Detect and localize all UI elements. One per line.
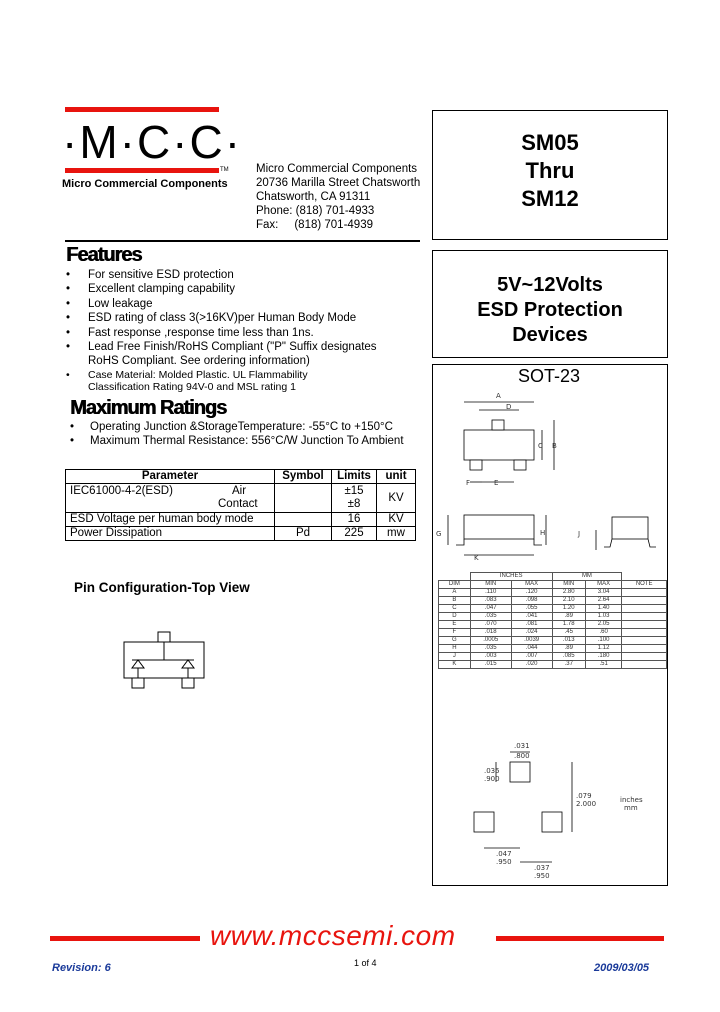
table-cell: .047 xyxy=(470,605,511,613)
company-street: 20736 Marilla Street Chatsworth xyxy=(256,177,421,189)
features-list xyxy=(62,268,377,393)
table-row: ESD Voltage per human body mode 16 KV xyxy=(66,513,416,527)
part-title-line1: SM05 xyxy=(521,130,579,155)
table-cell: 2.10 xyxy=(552,597,585,605)
dim-label-b: B xyxy=(552,442,557,450)
logo-bottom-bar xyxy=(65,168,219,173)
table-row xyxy=(439,637,667,645)
table-cell: .044 xyxy=(511,645,552,653)
table-cell: B xyxy=(439,597,471,605)
table-cell xyxy=(622,597,667,605)
table-cell: .083 xyxy=(470,597,511,605)
table-row xyxy=(439,629,667,637)
dim-header: NOTE xyxy=(622,581,667,589)
list-item: • Operating Junction &StorageTemperature: -55°C to +150°C xyxy=(70,421,393,433)
pad-dim-2b: .900 xyxy=(484,775,500,783)
table-row xyxy=(439,645,667,653)
pad-dim-5b: .950 xyxy=(534,872,550,880)
table-cell: K xyxy=(439,661,471,669)
table-row: IEC61000-4-2(ESD) Air Contact ±15 ±8 KV xyxy=(66,484,416,513)
dim-label-d: D xyxy=(506,403,512,411)
table-cell: .37 xyxy=(552,661,585,669)
table-cell: .003 xyxy=(470,653,511,661)
table-cell: 2.64 xyxy=(585,597,621,605)
pad-dim-1b: .800 xyxy=(514,752,530,760)
company-address xyxy=(256,162,420,232)
table-cell: E xyxy=(439,621,471,629)
table-cell: .89 xyxy=(552,645,585,653)
dim-header: MIN xyxy=(552,581,585,589)
table-cell: 1.03 xyxy=(585,613,621,621)
table-cell: .0005 xyxy=(470,637,511,645)
list-item: • For sensitive ESD protection xyxy=(66,269,234,281)
table-cell xyxy=(622,629,667,637)
pad-dim-3: .079 xyxy=(576,792,592,800)
pad-units-inches: inches xyxy=(620,796,643,804)
list-item: • Low leakage xyxy=(66,297,153,310)
dim-label-g: G xyxy=(436,530,442,538)
table-cell: .45 xyxy=(552,629,585,637)
desc-line3: Devices xyxy=(512,324,588,346)
table-row xyxy=(439,605,667,613)
table-cell xyxy=(622,661,667,669)
dim-group-inches: INCHES xyxy=(470,573,552,581)
part-title-box xyxy=(432,110,668,240)
logo-subtitle: Micro Commercial Components xyxy=(62,178,228,190)
table-cell: .018 xyxy=(470,629,511,637)
table-cell: G xyxy=(439,637,471,645)
table-cell: C xyxy=(439,605,471,613)
table-cell: J xyxy=(439,653,471,661)
list-item: • Case Material: Molded Plastic. UL Flammability xyxy=(66,368,308,381)
revision-label: Revision: 6 xyxy=(52,962,111,974)
table-row xyxy=(439,589,667,597)
pin-config-diagram xyxy=(120,630,210,696)
dim-header: MAX xyxy=(585,581,621,589)
solder-pad-layout xyxy=(434,740,664,880)
table-cell xyxy=(622,645,667,653)
max-ratings-heading: Maximum Ratings xyxy=(70,397,227,419)
pad-dim-3b: 2.000 xyxy=(576,800,597,808)
table-cell xyxy=(622,621,667,629)
footer-bar-right xyxy=(496,936,664,941)
table-cell: .035 xyxy=(470,613,511,621)
desc-line1: 5V~12Volts xyxy=(497,274,603,296)
table-cell: .098 xyxy=(511,597,552,605)
package-outline-drawing xyxy=(434,390,664,570)
table-cell: .100 xyxy=(585,637,621,645)
dim-label-e: E xyxy=(494,479,499,487)
table-cell: .015 xyxy=(470,661,511,669)
dim-header: DIM xyxy=(439,581,471,589)
table-cell xyxy=(622,589,667,597)
table-cell: .013 xyxy=(552,637,585,645)
table-cell: H xyxy=(439,645,471,653)
list-item: • Maximum Thermal Resistance: 556°C/W Junction To Ambient xyxy=(70,435,404,448)
dim-label-c: C xyxy=(538,442,543,450)
pad-dim-4: .047 xyxy=(496,850,512,858)
table-cell: .020 xyxy=(511,661,552,669)
dimension-table xyxy=(438,572,667,669)
list-item: RoHS Compliant. See ordering information) xyxy=(88,355,310,368)
dim-header: MIN xyxy=(470,581,511,589)
pad-dim-5: .037 xyxy=(534,864,550,872)
table-cell: .081 xyxy=(511,621,552,629)
table-cell: A xyxy=(439,589,471,597)
table-row xyxy=(439,661,667,669)
description-box xyxy=(432,250,668,358)
company-fax: Fax: (818) 701-4939 xyxy=(256,219,373,231)
company-city: Chatsworth, CA 91311 xyxy=(256,191,371,203)
table-cell: 1.40 xyxy=(585,605,621,613)
table-cell: .120 xyxy=(511,589,552,597)
desc-line2: ESD Protection xyxy=(477,299,623,321)
features-heading: Features xyxy=(66,244,142,266)
table-cell xyxy=(622,605,667,613)
list-item: Classification Rating 94V-0 and MSL rating 1 xyxy=(88,380,296,393)
table-row xyxy=(439,653,667,661)
revision-date: 2009/03/05 xyxy=(594,962,650,974)
table-cell: 1.20 xyxy=(552,605,585,613)
pad-dim-4b: .950 xyxy=(496,858,512,866)
table-cell: 1.78 xyxy=(552,621,585,629)
list-item: • Lead Free Finish/RoHS Compliant ("P" Suffix designates xyxy=(66,341,377,354)
table-cell: 1.12 xyxy=(585,645,621,653)
table-cell: .041 xyxy=(511,613,552,621)
page-number: 1 of 4 xyxy=(354,958,377,968)
table-cell: .180 xyxy=(585,653,621,661)
table-cell: .024 xyxy=(511,629,552,637)
list-item: • Excellent clamping capability xyxy=(66,283,236,296)
part-title-line2: Thru xyxy=(525,158,575,183)
table-cell xyxy=(622,653,667,661)
table-row: Power Dissipation Pd 225 mw xyxy=(66,527,416,541)
footer-bar-left xyxy=(50,936,200,941)
parameter-table xyxy=(65,469,416,541)
table-header: Symbol xyxy=(275,470,332,484)
list-item: • ESD rating of class 3(>16KV)per Human Body Mode xyxy=(66,312,357,325)
part-title-line3: SM12 xyxy=(521,186,579,211)
table-cell xyxy=(622,613,667,621)
table-header: unit xyxy=(377,470,416,484)
table-cell: .51 xyxy=(585,661,621,669)
table-row xyxy=(439,597,667,605)
table-row xyxy=(439,613,667,621)
max-ratings-list xyxy=(66,420,404,449)
package-title: SOT-23 xyxy=(517,366,581,386)
pin-config-title: Pin Configuration-Top View xyxy=(74,580,250,595)
table-cell: D xyxy=(439,613,471,621)
table-cell: 2.80 xyxy=(552,589,585,597)
pad-units-mm: mm xyxy=(624,804,638,812)
features-rule xyxy=(65,240,420,242)
pad-dim-2: .035 xyxy=(484,767,500,775)
company-phone: Phone: (818) 701-4933 xyxy=(256,205,375,217)
table-cell: .110 xyxy=(470,589,511,597)
table-cell: .0039 xyxy=(511,637,552,645)
table-cell: 2.05 xyxy=(585,621,621,629)
dim-group-mm: MM xyxy=(552,573,622,581)
dim-label-f: F xyxy=(466,479,471,487)
table-cell xyxy=(622,637,667,645)
table-cell: F xyxy=(439,629,471,637)
logo-top-bar xyxy=(65,107,219,112)
table-row xyxy=(439,621,667,629)
table-cell: .007 xyxy=(511,653,552,661)
table-cell: .070 xyxy=(470,621,511,629)
trademark-mark: TM xyxy=(220,167,229,173)
table-header: Parameter xyxy=(66,470,275,484)
table-cell: .085 xyxy=(552,653,585,661)
website-url[interactable]: www.mccsemi.com xyxy=(210,920,456,951)
dim-label-a: A xyxy=(496,392,501,400)
dim-label-j: J xyxy=(578,530,581,538)
dim-label-h: H xyxy=(540,529,546,537)
table-cell: 3.04 xyxy=(585,589,621,597)
list-item: • Fast response ,response time less than 1ns. xyxy=(66,326,314,339)
table-header: Limits xyxy=(332,470,377,484)
pad-dim-1: .031 xyxy=(514,742,530,750)
company-name: Micro Commercial Components xyxy=(256,163,418,175)
table-cell: .60 xyxy=(585,629,621,637)
dim-label-k: K xyxy=(474,554,479,562)
logo-text: ·M·C·C· xyxy=(62,116,243,168)
table-cell: .89 xyxy=(552,613,585,621)
table-cell: .035 xyxy=(470,645,511,653)
dim-header: MAX xyxy=(511,581,552,589)
table-cell: .055 xyxy=(511,605,552,613)
